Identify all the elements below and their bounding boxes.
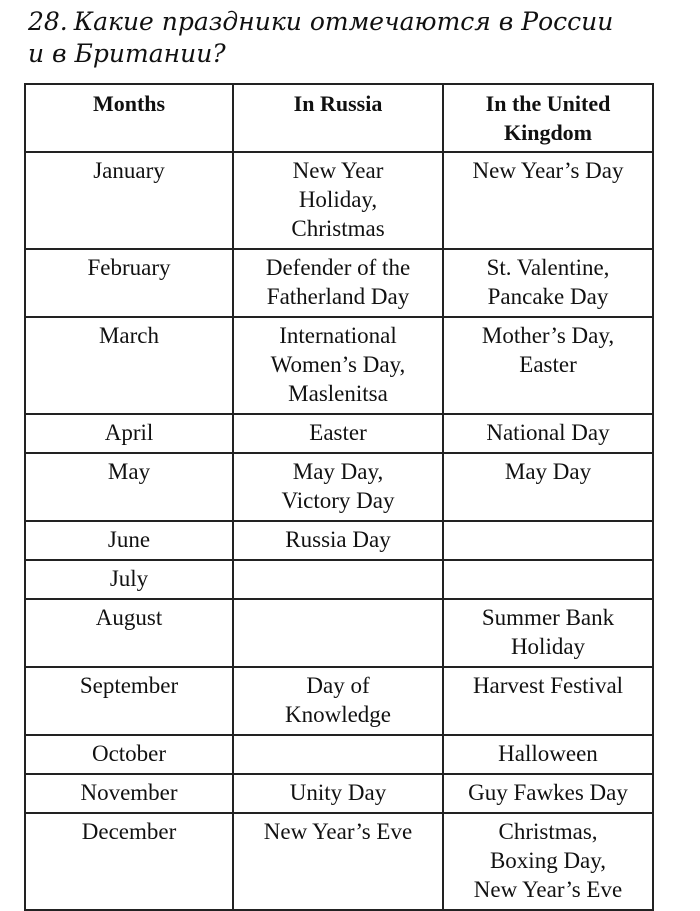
holiday-text-line: Victory Day	[281, 488, 395, 513]
table-row	[25, 735, 653, 774]
holiday-text-line: Mother’s Day,	[481, 323, 615, 348]
holiday-text-line: International	[279, 323, 397, 348]
holiday-text-line: Knowledge	[284, 702, 392, 727]
holiday-text-line: May Day,	[292, 459, 384, 484]
holiday-text-line: May Day	[504, 459, 592, 484]
holiday-text-line: New Year’s Day	[472, 158, 624, 183]
month-cell: January	[25, 152, 233, 249]
russia-holidays-cell	[233, 667, 443, 735]
holiday-text-line: New Year	[292, 158, 384, 183]
uk-holidays-cell	[443, 813, 653, 910]
uk-holidays-cell	[443, 249, 653, 317]
holiday-text-line: St. Valentine,	[486, 255, 610, 280]
holiday-text-line: New Year’s Eve	[263, 819, 413, 844]
russia-holidays-cell	[233, 521, 443, 560]
holiday-text-line: Holiday	[510, 634, 586, 659]
holiday-text-line: New Year’s Eve	[473, 877, 623, 902]
uk-holidays-cell	[443, 453, 653, 521]
uk-holidays-cell	[443, 521, 653, 560]
holiday-text-line: Russia Day	[285, 527, 391, 552]
table-row	[25, 667, 653, 735]
table-row	[25, 774, 653, 813]
month-cell: June	[25, 521, 233, 560]
exercise-number: 28.	[28, 7, 68, 36]
month-cell: July	[25, 560, 233, 599]
uk-holidays-cell	[443, 599, 653, 667]
uk-holidays-cell	[443, 560, 653, 599]
holiday-text-line: Guy Fawkes Day	[468, 780, 628, 805]
uk-holidays-cell	[443, 414, 653, 453]
russia-holidays-cell	[233, 599, 443, 667]
holiday-text-line: Halloween	[498, 741, 598, 766]
holiday-text-line: Boxing Day,	[489, 848, 607, 873]
header-in-uk-line-2: Kingdom	[503, 120, 593, 145]
holiday-text-line: Fatherland Day	[266, 284, 410, 309]
header-in-uk-line-1: In the United	[485, 91, 611, 116]
holiday-text-line: Summer Bank	[481, 605, 615, 630]
uk-holidays-cell	[443, 774, 653, 813]
month-cell: March	[25, 317, 233, 414]
russia-holidays-cell	[233, 774, 443, 813]
holiday-text-line: Pancake Day	[487, 284, 609, 309]
russia-holidays-cell	[233, 813, 443, 910]
russia-holidays-cell	[233, 735, 443, 774]
header-in-uk	[443, 84, 653, 152]
holiday-text-line: Easter	[309, 420, 367, 445]
holiday-text-line: Maslenitsa	[288, 381, 388, 406]
month-cell: April	[25, 414, 233, 453]
holiday-text-line: Holiday,	[298, 187, 378, 212]
uk-holidays-cell	[443, 317, 653, 414]
table-row	[25, 414, 653, 453]
holiday-text-line: Christmas,	[498, 819, 598, 844]
exercise-question-part-2: и в Британии?	[28, 39, 226, 68]
header-in-russia: In Russia	[233, 84, 443, 152]
russia-holidays-cell	[233, 414, 443, 453]
holiday-text-line: Day of	[306, 673, 370, 698]
holiday-text-line: Women’s Day,	[270, 352, 406, 377]
table-row	[25, 453, 653, 521]
header-months: Months	[25, 84, 233, 152]
russia-holidays-cell	[233, 453, 443, 521]
exercise-title	[28, 6, 678, 70]
month-cell: May	[25, 453, 233, 521]
holiday-text-line: Unity Day	[289, 780, 387, 805]
month-cell: October	[25, 735, 233, 774]
holidays-table	[24, 83, 654, 911]
uk-holidays-cell	[443, 152, 653, 249]
exercise-question-part-1: Какие праздники отмечаются в России	[73, 7, 614, 36]
russia-holidays-cell	[233, 152, 443, 249]
month-cell: December	[25, 813, 233, 910]
table-header-row	[25, 84, 653, 152]
month-cell: August	[25, 599, 233, 667]
holiday-text-line: National Day	[486, 420, 610, 445]
exercise-title-line-1	[28, 6, 678, 38]
russia-holidays-cell	[233, 317, 443, 414]
table-row	[25, 521, 653, 560]
uk-holidays-cell	[443, 667, 653, 735]
uk-holidays-cell	[443, 735, 653, 774]
table-row	[25, 249, 653, 317]
table-row	[25, 560, 653, 599]
holiday-text-line: Defender of the	[265, 255, 411, 280]
month-cell: September	[25, 667, 233, 735]
month-cell: November	[25, 774, 233, 813]
russia-holidays-cell	[233, 249, 443, 317]
russia-holidays-cell	[233, 560, 443, 599]
month-cell: February	[25, 249, 233, 317]
table-body	[25, 152, 653, 910]
table-row	[25, 317, 653, 414]
table-row	[25, 152, 653, 249]
holiday-text-line: Harvest Festival	[472, 673, 624, 698]
table-row	[25, 599, 653, 667]
holiday-text-line: Christmas	[291, 216, 385, 241]
table-row	[25, 813, 653, 910]
holiday-text-line: Easter	[519, 352, 577, 377]
